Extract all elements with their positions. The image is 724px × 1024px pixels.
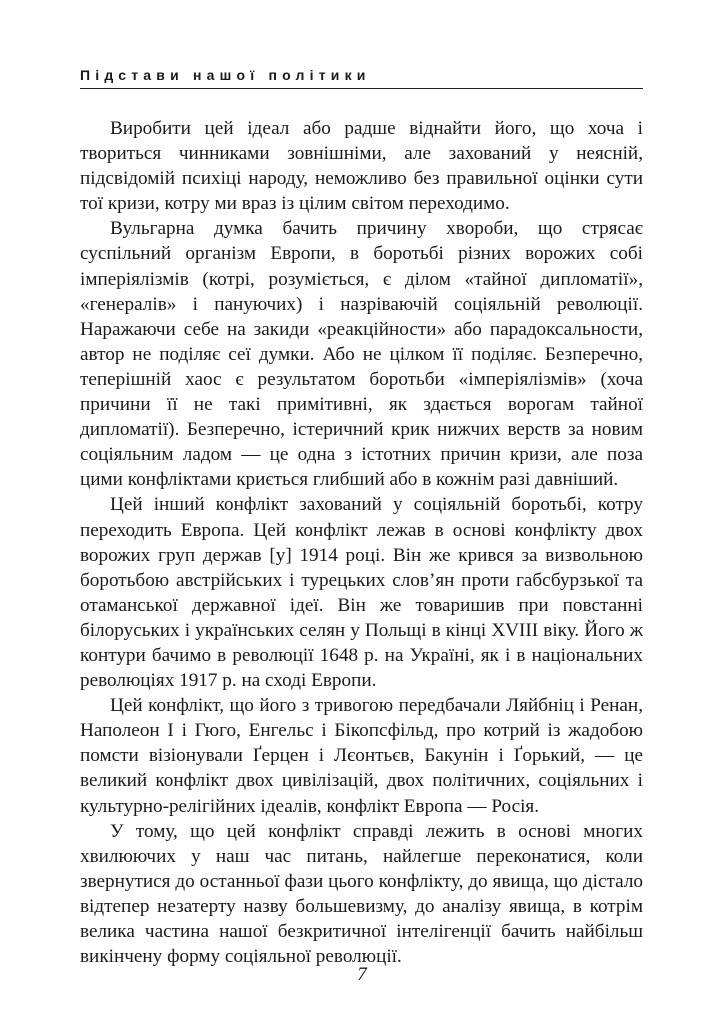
running-head: Підстави нашої політики xyxy=(80,67,371,83)
body-text xyxy=(80,116,643,969)
header-rule xyxy=(80,88,643,89)
paragraph-5: У тому, що цей конфлікт справді лежить в основі многих хвилюючих у наш час питань, найлегше переконатися, коли звернутися до останньої фази цього конфлікту, до явища, що дістало відтепер незатерту назву большевизму, до аналізу явища, в котрім велика частина нашої безкритичної інтелігенції бачить найбільш викінчену форму соціяльної революції. xyxy=(80,820,643,968)
paragraph-2: Вульгарна думка бачить причину хвороби, що стрясає суспільний організм Европи, в боротьбі різних ворожих собі імперіялізмів (котрі, розуміється, є ділом «тайної дипломатії», «генералів» і пануючих) і назріваючій соціяльній революції. Наражаючи себе на закиди «реакційности» або парадоксальности, автор не поділяє сеї думки. Або не цілком її поділяє. Безперечно, теперішній хаос є результатом боротьби «імперіялізмів» (хоча причини її не такі примітивні, як здається ворогам тайної дипломатії). Безперечно, істеричний крик нижчих верств за новим соціяльним ладом — це одна з істотних причин кризи, але поза цими конфліктами криється глибший або в кожнім разі давніший. xyxy=(80,218,643,491)
page-number: 7 xyxy=(357,964,367,985)
paragraph-3: Цей інший конфлікт захований у соціяльній боротьбі, котру переходить Европа. Цей конфлікт лежав в основі конфлікту двох ворожих груп держав [у] 1914 році. Він же крився за визвольною боротьбою австрійських і турецьких слов’ян проти габсбурзької та отаманської державної ідеї. Він же товаришив при повстанні білоруських і українських селян у Польщі в кінці XVIII віку. Його ж контури бачимо в революції 1648 р. на Україні, як і в національних революціях 1917 р. на сході Европи. xyxy=(80,494,643,692)
paragraph-4: Цей конфлікт, що його з тривогою передбачали Ляйбніц і Ренан, Наполеон I і Гюго, Енгельс і Бікопсфільд, про котрий із жадобою помсти візіонували Ґерцен і Лєонтьєв, Бакунін і Ґорький, — це великий конфлікт двох цивілізацій, двох політичних, соціяльних і культурно-релігійних ідеалів, конфлікт Европа — Росія. xyxy=(80,695,643,817)
paragraph-1: Виробити цей ідеал або радше віднайти його, що хоча і твориться чинниками зовнішніми, але захований у неясній, підсвідомій психіці народу, неможливо без правильної оцінки сути тої кризи, котру ми враз із цілим світом переходимо. xyxy=(80,118,643,215)
